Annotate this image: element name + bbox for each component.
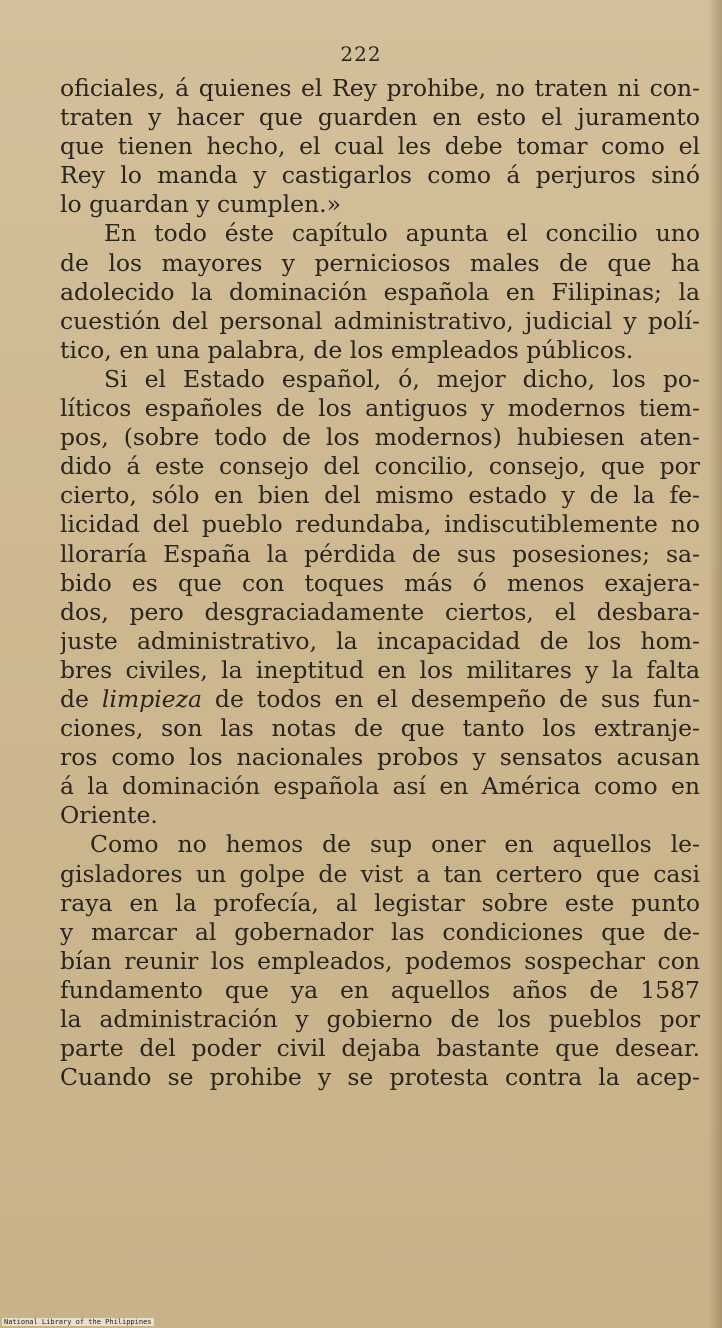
text-line: lloraría España la pérdida de sus posesiones; sa- xyxy=(60,539,700,568)
footer-credit: National Library of the Philippines xyxy=(4,1318,152,1326)
text-line-with-italic xyxy=(60,685,700,714)
text-line: dido á este consejo del concilio, consejo, que por xyxy=(60,452,700,481)
page-number: 222 xyxy=(340,42,382,66)
text-line: licidad del pueblo redundaba, indiscutiblemente no xyxy=(60,510,700,539)
text-line: Rey lo manda y castigarlos como á perjuros sinó xyxy=(60,161,700,190)
text-line: bían reunir los empleados, podemos sospechar con xyxy=(60,946,700,975)
text-line: traten y hacer que guarden en esto el juramento xyxy=(60,103,700,132)
text-line: ciones, son las notas de que tanto los extranje- xyxy=(60,714,700,743)
text-line: bido es que con toques más ó menos exajera- xyxy=(60,568,700,597)
text-line: gisladores un golpe de vist a tan certero que casi xyxy=(60,859,700,888)
text-line: bres civiles, la ineptitud en los militares y la falta xyxy=(60,655,700,684)
text-line: cierto, sólo en bien del mismo estado y de la fe- xyxy=(60,481,700,510)
text-line: pos, (sobre todo de los modernos) hubiesen aten- xyxy=(60,423,700,452)
text-line: lo guardan y cumplen.» xyxy=(60,190,341,219)
text-line: ros como los nacionales probos y sensatos acusan xyxy=(60,743,700,772)
text-line: fundamento que ya en aquellos años de 1587 xyxy=(60,975,700,1004)
text-line: adolecido la dominación española en Filipinas; la xyxy=(60,277,700,306)
text-line: oficiales, á quienes el Rey prohibe, no traten ni con- xyxy=(60,74,700,102)
text-line: Oriente. xyxy=(60,801,158,830)
paragraph-start-line: En todo éste capítulo apunta el concilio uno xyxy=(104,219,700,248)
text-line: que tienen hecho, el cual les debe tomar como el xyxy=(60,132,700,161)
text-line: de los mayores y perniciosos males de que ha xyxy=(60,248,700,277)
text-line: tico, en una palabra, de los empleados públicos. xyxy=(60,335,634,364)
text-line: la administración y gobierno de los pueblos por xyxy=(60,1005,700,1033)
text-line: dos, pero desgraciadamente ciertos, el desbara- xyxy=(60,597,700,626)
body-text xyxy=(60,74,700,1092)
text-line: y marcar al gobernador las condiciones que de- xyxy=(60,917,700,946)
text-line: cuestión del personal administrativo, judicial y polí- xyxy=(60,306,700,335)
text-line: líticos españoles de los antiguos y modernos tiem- xyxy=(60,394,700,423)
italic-word: limpieza xyxy=(101,684,203,713)
text-line: parte del poder civil dejaba bastante que desear. xyxy=(60,1034,700,1063)
text-line: juste administrativo, la incapacidad de los hom- xyxy=(60,626,700,655)
text-line: Cuando se prohibe y se protesta contra la acep- xyxy=(60,1063,700,1092)
text-line: á la dominación española así en América como en xyxy=(60,772,700,801)
page-edge-shadow xyxy=(708,0,722,1328)
text-fragment: de xyxy=(60,684,89,713)
paragraph-start-line: Como no hemos de sup oner en aquellos le- xyxy=(90,830,700,859)
text-line: raya en la profecía, al legistar sobre este punto xyxy=(60,888,700,917)
text-fragment: de todos en el desempeño de sus fun- xyxy=(214,684,700,713)
paragraph-start-line: Si el Estado español, ó, mejor dicho, los po- xyxy=(104,364,700,393)
